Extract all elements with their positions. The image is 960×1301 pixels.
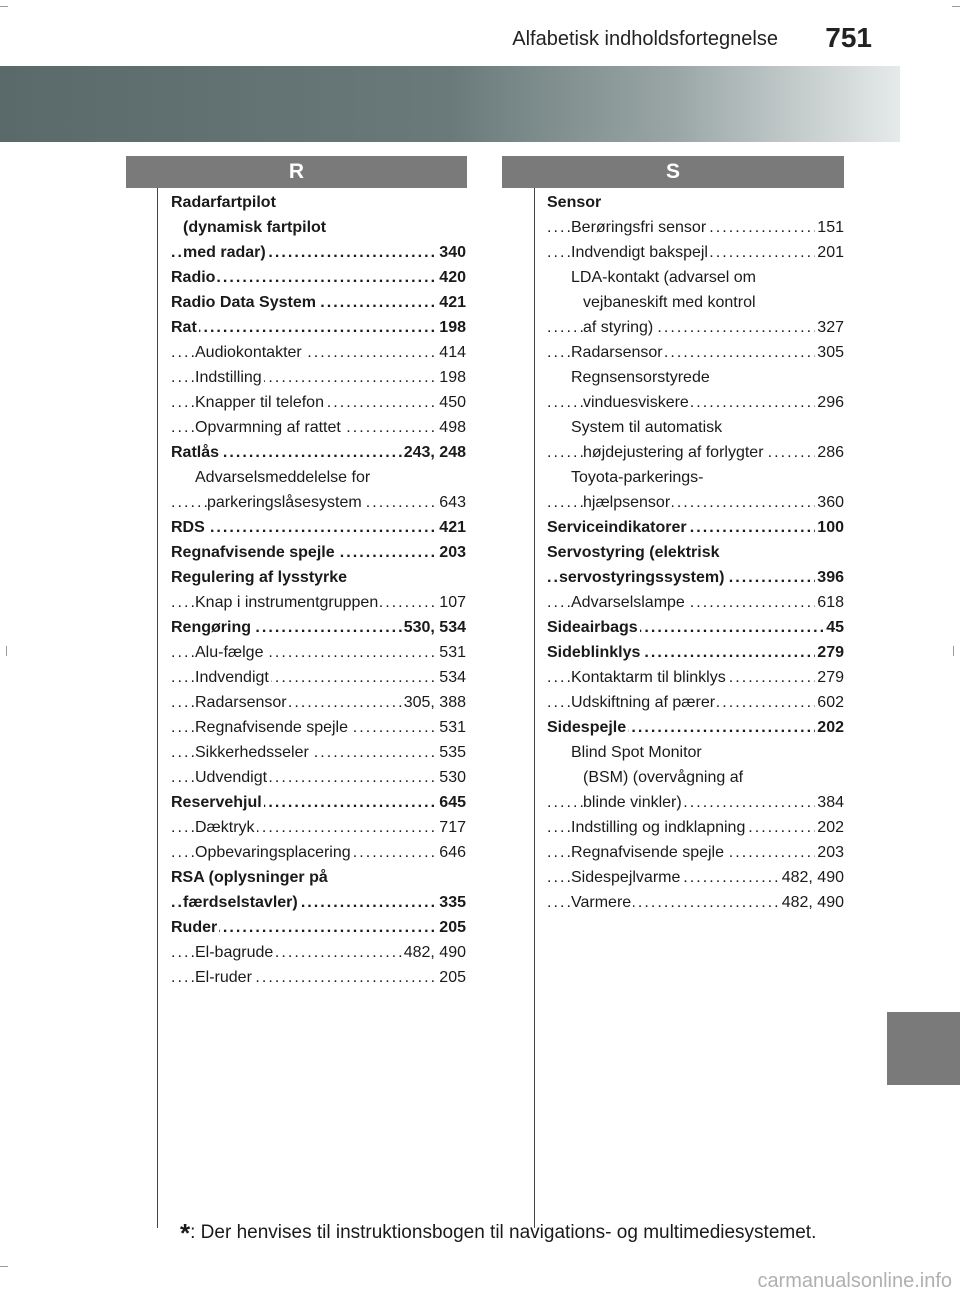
index-entry-term: Servostyring (elektrisk	[547, 544, 720, 561]
index-entry	[547, 690, 844, 715]
index-entry-page: 286	[815, 440, 844, 465]
index-entry-term: Indstilling	[195, 369, 262, 386]
index-entry-page: 618	[815, 590, 844, 615]
index-entry	[547, 565, 844, 590]
index-entry-term: Regnafvisende spejle	[571, 844, 724, 861]
index-entry	[171, 865, 466, 890]
index-entry	[171, 465, 466, 490]
index-entry-term: Kontaktarm til blinklys	[571, 669, 726, 686]
index-entry	[171, 715, 466, 740]
index-entry-term: Audiokontakter	[195, 344, 302, 361]
index-entry-page: 279	[815, 640, 844, 665]
index-entry	[171, 790, 466, 815]
index-entry-term: Regnsensorstyrede	[571, 369, 710, 386]
index-entry-page: 645	[437, 790, 466, 815]
index-entry-term: parkeringslåsesystem	[207, 494, 362, 511]
index-entry-term: (BSM) (overvågning af	[583, 769, 744, 786]
header-banner	[0, 66, 900, 142]
index-entry-term: Rengøring	[171, 619, 251, 636]
index-entry-term: servostyringssystem)	[559, 569, 725, 586]
index-entry-term: Advarselslampe	[571, 594, 685, 611]
index-entry-page: 530, 534	[402, 615, 466, 640]
index-entry-page: 717	[437, 815, 466, 840]
index-entry	[171, 415, 466, 440]
index-entry	[171, 215, 466, 240]
index-entry-term: Blind Spot Monitor	[571, 744, 702, 761]
index-entry-page: 421	[437, 290, 466, 315]
index-entry	[547, 740, 844, 765]
index-entry-term: Opbevaringsplacering	[195, 844, 351, 861]
index-entry-term: Berøringsfri sensor	[571, 219, 707, 236]
index-entry-page: 482, 490	[780, 890, 844, 915]
index-entry	[171, 440, 466, 465]
index-entry-page: 531	[437, 715, 466, 740]
index-column-r	[171, 190, 466, 990]
page-header	[0, 0, 960, 60]
index-entry	[547, 290, 844, 315]
index-entry	[547, 890, 844, 915]
index-entry	[547, 615, 844, 640]
index-entry-page: 360	[815, 490, 844, 515]
index-entry	[171, 965, 466, 990]
index-entry	[547, 240, 844, 265]
index-entry-term: Sidespejlvarme	[571, 869, 681, 886]
index-entry-page: 531	[437, 640, 466, 665]
index-entry-term: Alu-fælge	[195, 644, 264, 661]
crop-mark	[0, 1266, 8, 1267]
index-entry	[171, 690, 466, 715]
footnote	[180, 1218, 816, 1249]
section-header-s: S	[502, 156, 844, 188]
index-entry-term: El-bagrude	[195, 944, 274, 961]
index-entry	[547, 765, 844, 790]
index-entry	[171, 290, 466, 315]
index-entry-page: 646	[437, 840, 466, 865]
index-entry-term: Regulering af lysstyrke	[171, 569, 348, 586]
index-column-s	[547, 190, 844, 915]
index-entry	[171, 315, 466, 340]
index-entry-page: 296	[815, 390, 844, 415]
index-entry	[171, 815, 466, 840]
index-entry-term: Varmere	[571, 894, 632, 911]
index-entry	[547, 315, 844, 340]
index-entry-term: Radarsensor	[195, 694, 287, 711]
index-entry-page: 203	[815, 840, 844, 865]
index-entry-page: 602	[815, 690, 844, 715]
index-entry	[171, 340, 466, 365]
index-entry	[171, 915, 466, 940]
crop-mark	[6, 646, 7, 656]
index-entry-term: vejbaneskift med kontrol	[583, 294, 756, 311]
index-entry	[171, 365, 466, 390]
index-entry-page: 198	[437, 315, 466, 340]
index-entry	[547, 490, 844, 515]
index-entry-page: 396	[815, 565, 844, 590]
index-entry	[171, 940, 466, 965]
index-entry	[547, 790, 844, 815]
index-entry-page: 202	[815, 815, 844, 840]
index-entry-term: af styring)	[583, 319, 654, 336]
index-entry	[171, 390, 466, 415]
column-divider-middle	[534, 188, 535, 1228]
index-entry	[547, 515, 844, 540]
index-entry-term: Radarsensor	[571, 344, 663, 361]
index-entry	[547, 640, 844, 665]
index-entry	[547, 465, 844, 490]
index-entry-term: færdselstavler)	[183, 894, 298, 911]
index-entry-page: 305	[815, 340, 844, 365]
index-entry-page: 534	[437, 665, 466, 690]
index-entry-term: Regnafvisende spejle	[171, 544, 335, 561]
index-entry	[171, 840, 466, 865]
index-entry-term: hjælpsensor	[583, 494, 671, 511]
index-entry	[547, 365, 844, 390]
index-entry	[547, 865, 844, 890]
index-entry-term: Regnafvisende spejle	[195, 719, 348, 736]
index-entry-page: 151	[815, 215, 844, 240]
index-entry-page: 482, 490	[780, 865, 844, 890]
index-entry	[547, 340, 844, 365]
index-entry-term: Sensor	[547, 194, 602, 211]
index-entry-page: 450	[437, 390, 466, 415]
footnote-asterisk: *	[180, 1218, 191, 1248]
index-entry-page: 205	[437, 965, 466, 990]
index-entry-term: med radar)	[183, 244, 266, 261]
index-entry	[547, 215, 844, 240]
watermark: carmanualsonline.info	[757, 1270, 952, 1292]
index-entry-term: Rat	[171, 319, 197, 336]
index-entry-term: Sideairbags	[547, 619, 638, 636]
index-entry	[171, 740, 466, 765]
index-entry-page: 45	[824, 615, 844, 640]
index-entry-page: 201	[815, 240, 844, 265]
column-divider-left	[157, 188, 158, 1228]
index-entry-page: 482, 490	[402, 940, 466, 965]
index-entry-term: RSA (oplysninger på	[171, 869, 328, 886]
index-entry-term: System til automatisk	[571, 419, 723, 436]
index-entry-page: 107	[437, 590, 466, 615]
index-entry-term: Radarfartpilot	[171, 194, 276, 211]
index-entry	[547, 815, 844, 840]
index-entry-page: 530	[437, 765, 466, 790]
crop-mark	[953, 646, 954, 656]
index-entry	[171, 240, 466, 265]
index-entry-term: Sikkerhedsseler	[195, 744, 309, 761]
index-entry	[171, 615, 466, 640]
index-entry-page: 414	[437, 340, 466, 365]
index-entry-term: Advarselsmeddelelse for	[195, 469, 371, 486]
index-entry-term: Sideblinklys	[547, 644, 641, 661]
index-entry-page: 203	[437, 540, 466, 565]
index-entry	[171, 490, 466, 515]
index-entry	[547, 440, 844, 465]
index-entry-term: Serviceindikatorer	[547, 519, 687, 536]
index-entry-page: 202	[815, 715, 844, 740]
index-entry	[171, 590, 466, 615]
chapter-tab	[887, 1012, 960, 1085]
index-entry	[171, 265, 466, 290]
index-entry-term: Udskiftning af pærer	[571, 694, 716, 711]
index-entry-term: Knapper til telefon	[195, 394, 324, 411]
index-entry-page: 305, 388	[402, 690, 466, 715]
index-entry	[547, 540, 844, 565]
index-entry-term: El-ruder	[195, 969, 252, 986]
index-entry-page: 205	[437, 915, 466, 940]
index-entry-term: Reservehjul	[171, 794, 262, 811]
index-entry-term: Ruder	[171, 919, 218, 936]
index-entry	[171, 665, 466, 690]
page-number: 751	[825, 22, 872, 53]
index-entry-term: Toyota-parkerings-	[571, 469, 704, 486]
index-entry	[547, 715, 844, 740]
index-entry-term: vinduesviskere	[583, 394, 689, 411]
index-entry	[171, 540, 466, 565]
index-entry-term: Knap i instrumentgruppen	[195, 594, 379, 611]
index-entry-page: 243, 248	[402, 440, 466, 465]
index-entry	[171, 640, 466, 665]
page-title: Alfabetisk indholdsfortegnelse	[512, 28, 778, 50]
index-entry-page: 327	[815, 315, 844, 340]
index-entry-term: Radio	[171, 269, 216, 286]
index-entry-term: (dynamisk fartpilot	[183, 219, 327, 236]
index-entry	[547, 665, 844, 690]
index-entry-term: Udvendigt	[195, 769, 268, 786]
index-entry	[171, 890, 466, 915]
index-entry	[547, 415, 844, 440]
index-entry	[547, 265, 844, 290]
index-entry	[547, 840, 844, 865]
index-entry-page: 335	[437, 890, 466, 915]
index-entry-page: 498	[437, 415, 466, 440]
footnote-text: : Der henvises til instruktionsbogen til navigations- og multimediesystemet.	[190, 1222, 817, 1243]
index-entry-term: Indvendigt bakspejl	[571, 244, 708, 261]
index-entry-term: blinde vinkler)	[583, 794, 682, 811]
index-entry	[547, 590, 844, 615]
section-header-r: R	[126, 156, 467, 188]
index-entry-term: højdejustering af forlygter	[583, 444, 764, 461]
index-entry	[171, 190, 466, 215]
index-entry-page: 421	[437, 515, 466, 540]
index-entry-page: 100	[815, 515, 844, 540]
index-entry	[171, 765, 466, 790]
index-entry-term: Opvarmning af rattet	[195, 419, 341, 436]
index-entry-page: 535	[437, 740, 466, 765]
index-entry-page: 643	[437, 490, 466, 515]
index-entry	[547, 390, 844, 415]
index-entry	[171, 565, 466, 590]
index-entry	[547, 190, 844, 215]
index-entry-term: Ratlås	[171, 444, 220, 461]
index-entry-term: Radio Data System	[171, 294, 316, 311]
index-entry-page: 340	[437, 240, 466, 265]
index-entry-page: 420	[437, 265, 466, 290]
index-entry-term: Indstilling og indklapning	[571, 819, 746, 836]
index-entry-term: Indvendigt	[195, 669, 269, 686]
index-entry-page: 279	[815, 665, 844, 690]
index-entry-page: 384	[815, 790, 844, 815]
index-entry-term: LDA-kontakt (advarsel om	[571, 269, 756, 286]
index-entry-term: Sidespejle	[547, 719, 627, 736]
index-entry	[171, 515, 466, 540]
index-entry-page: 198	[437, 365, 466, 390]
index-entry-term: Dæktryk	[195, 819, 255, 836]
index-entry-term: RDS	[171, 519, 205, 536]
